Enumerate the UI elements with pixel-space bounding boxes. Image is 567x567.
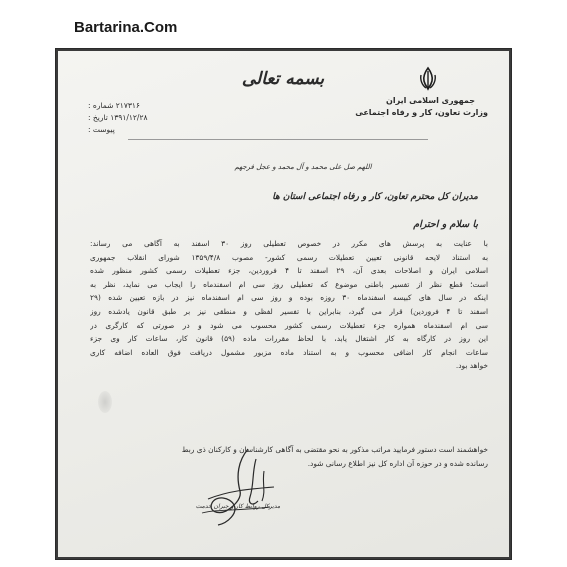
iran-emblem-icon (418, 66, 438, 92)
letter-paper (58, 51, 509, 557)
signatory-title: مدیرکل روابط کار و جبران خدمت (195, 503, 281, 510)
body-line: است؛ قطع نظر از تفسیر باطنی موضوع که تعطیلی روز سی ام اسفندماه را ایجاب می نماید، نظر به (90, 279, 488, 289)
greeting-line: با سلام و احترام (413, 219, 478, 230)
body-line: به استناد لایحه قانونی تعیین تعطیلات رسمی کشور- مصوب ۱۳۵۹/۴/۸ شورای انقلاب جمهوری (90, 252, 488, 262)
body-line: با عنایت به پرسش های مکرر در خصوص تعطیلی روز ۳۰ اسفند به آگاهی می رساند: (90, 239, 488, 248)
handwritten-signature (178, 441, 288, 536)
number-label: شماره : (88, 101, 114, 110)
closing-line: رسانده شده و در حوزه آن اداره کل نیز اطلاع رسانی شود. (307, 458, 488, 468)
body-line: ساعات انجام کار اضافی محسوب و به استناد ماده مزبور مشمول دریافت فوق العاده اضافه کاری (90, 347, 488, 357)
letter-attachment (88, 125, 208, 134)
body-line: این روز در کارگاه به کار اشتغال یابد، با لحاظ مقررات ماده (۵۹) قانون کار، ساعات کار وی جزء (90, 334, 488, 344)
body-line: اسفند تا ۴ فروردین) قرار می گیرد، بنابراین با تفسیر لفظی و منطقی نیز بر طبق قانون یادشده روز (90, 306, 488, 316)
body-line: خواهد بود. (455, 361, 488, 371)
letter-closing (90, 443, 488, 470)
attachment-label: پیوست : (88, 125, 115, 134)
salawat-line: اللهم صل علی محمد و آل محمد و عجل فرجهم (234, 163, 372, 171)
org-name-line1: جمهوری اسلامی ایران (386, 96, 475, 105)
letter-date (88, 113, 208, 122)
letter-body (90, 237, 488, 373)
date-label: تاریخ : (88, 113, 108, 122)
header-divider (128, 139, 428, 140)
paper-smudge (98, 391, 112, 413)
org-name-line2: وزارت تعاون، کار و رفاه اجتماعی (355, 108, 488, 117)
closing-line: خواهشمند است دستور فرمایید مراتب مذکور به نحو مقتضی به آگاهی کارشناسان و کارکنان ذی ربط (181, 445, 488, 454)
body-line: اینکه در سال های کبیسه اسفندماه ۳۰ روزه بوده و روز سی ام اسفندماه نیز در بازه تعیین شده (۲۹ (90, 293, 488, 303)
date-value: ۱۳۹۱/۱۲/۲۸ (110, 113, 148, 122)
body-line: اسلامی ایران و اصلاحات بعدی آن، ۲۹ اسفند تا ۴ فروردین، جزء تعطیلات رسمی کشور منظور شده (90, 266, 488, 276)
basmala-heading: بسمه تعالی (241, 69, 325, 89)
body-line: سی ام اسفندماه همواره جزء تعطیلات رسمی کشور محسوب می شود و در صورتی که کارگری در (90, 320, 488, 330)
letter-number (88, 101, 208, 110)
number-value: ۲۱۷۳۱۶ (115, 101, 140, 110)
site-watermark: Bartarina.Com (74, 19, 178, 36)
recipient-line: مدیران کل محترم تعاون، کار و رفاه اجتماعی استان ها (272, 192, 478, 202)
